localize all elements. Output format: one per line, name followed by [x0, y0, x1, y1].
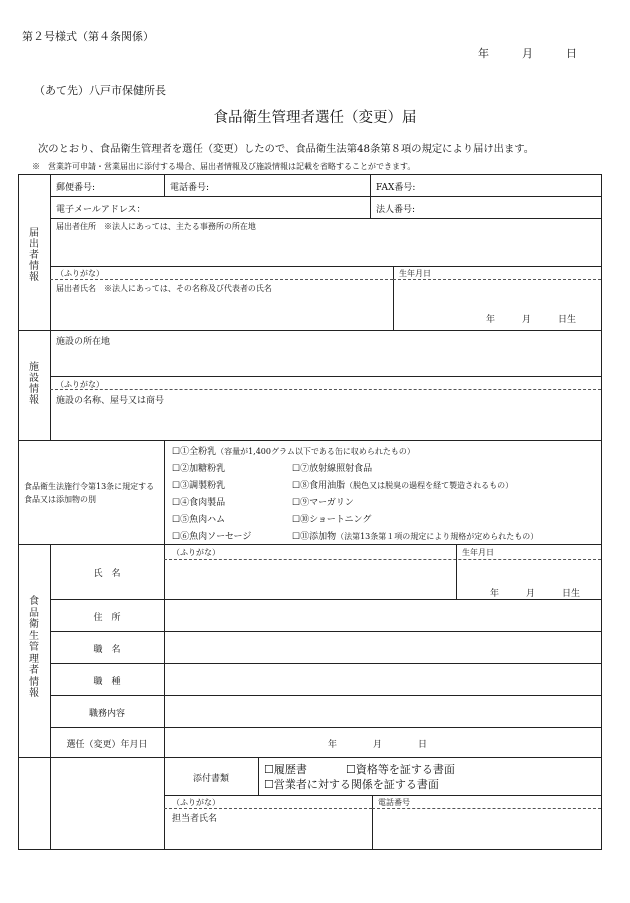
postal-code-field[interactable]: 郵便番号: — [56, 183, 96, 193]
item-note: （脱色又は脱臭の過程を経て製造されるもの） — [345, 481, 514, 490]
section-divider — [18, 757, 601, 758]
attachment-resume-checkbox[interactable]: ☐履歴書 — [264, 763, 307, 776]
contact-phone-field[interactable]: 電話番号 — [378, 798, 410, 807]
applicant-birthdate-label: 生年月日 — [399, 269, 431, 278]
section-divider — [18, 544, 601, 545]
phone-field[interactable]: 電話番号: — [170, 183, 210, 193]
food-item-shortening[interactable]: ☐⑩ショートニング — [292, 515, 372, 525]
email-field[interactable]: 電子メールアドレス： — [56, 205, 146, 215]
checkbox-label: ☐①全粉乳 — [172, 447, 217, 457]
food-item-margarine[interactable]: ☐⑨マーガリン — [292, 498, 354, 508]
facility-name-field[interactable]: 施設の名称、屋号又は商号 — [56, 396, 165, 406]
cell-divider — [258, 757, 259, 795]
row-divider — [50, 663, 601, 664]
row-divider — [50, 376, 601, 377]
cell-divider — [456, 544, 457, 599]
furigana-divider — [50, 279, 393, 280]
manager-section-label: 食品衛生管理者情報 — [29, 596, 39, 699]
attachment-relationship-checkbox[interactable]: ☐営業者に対する関係を証する書面 — [264, 778, 439, 791]
row-divider — [50, 599, 601, 600]
manager-address-label: 住 所 — [93, 613, 121, 623]
manager-birthdate-label: 生年月日 — [462, 548, 494, 557]
attachments-label: 添付書類 — [192, 774, 229, 784]
appointment-date-field[interactable]: 年 月 日 — [328, 740, 428, 750]
furigana-divider — [164, 808, 372, 809]
manager-job-type-label: 職 種 — [93, 677, 121, 687]
food-item-sweetened-milk-powder[interactable]: ☐②加糖粉乳 — [172, 464, 226, 474]
contact-furigana-label: （ふりがな） — [172, 798, 220, 807]
note-text: ※ 営業許可申請・営業届出に添付する場合、届出者情報及び施設情報は記載を省略することができます。 — [32, 162, 416, 171]
row-divider — [50, 266, 601, 267]
furigana-divider — [372, 808, 601, 809]
cell-divider — [393, 266, 394, 330]
item-note: （法第13条第１項の規定により規格が定められたもの） — [336, 532, 539, 541]
row-divider — [50, 631, 601, 632]
applicant-name-field[interactable]: 届出者氏名 ※法人にあっては、その名称及び代表者の氏名 — [56, 284, 272, 293]
food-item-meat-products[interactable]: ☐④食肉製品 — [172, 498, 226, 508]
label-column-divider — [50, 330, 51, 440]
intro-text: 次のとおり、食品衛生管理者を選任（変更）したので、食品衛生法第48条第８項の規定により届け出ます。 — [38, 143, 535, 155]
row-divider — [50, 196, 601, 197]
table-border-top — [18, 174, 601, 175]
food-item-whole-milk-powder[interactable] — [172, 444, 415, 457]
food-item-fish-sausage[interactable]: ☐⑥魚肉ソーセージ — [172, 532, 252, 542]
food-item-edible-oils[interactable] — [292, 478, 513, 491]
food-category-label: 食品衛生法施行令第13条に規定する食品又は添加物の別 — [24, 482, 155, 504]
corporate-number-field[interactable]: 法人番号: — [376, 205, 416, 215]
checkbox-label: ☐⑪添加物 — [292, 532, 337, 542]
item-note: （容量が1,400グラム以下である缶に収められたもの） — [216, 447, 415, 456]
cell-divider — [164, 174, 165, 196]
manager-name-label: 氏 名 — [93, 569, 121, 579]
attachment-qualification-checkbox[interactable]: ☐資格等を証する書面 — [346, 763, 455, 776]
manager-name-field[interactable] — [170, 560, 454, 598]
food-item-formula-milk[interactable]: ☐③調製粉乳 — [172, 481, 226, 491]
applicant-birthdate-field[interactable]: 年 月 日生 — [486, 315, 577, 325]
table-border-left — [18, 174, 19, 850]
food-item-additives[interactable] — [292, 529, 538, 542]
facility-location-field[interactable]: 施設の所在地 — [56, 337, 111, 347]
row-divider — [164, 795, 601, 796]
applicant-furigana-label: （ふりがな） — [56, 269, 104, 278]
cell-divider — [372, 795, 373, 849]
manager-birthdate-field[interactable]: 年 月 日生 — [490, 589, 581, 599]
manager-duties-label: 職務内容 — [88, 709, 125, 719]
addressee: （あて先）八戸市保健所長 — [34, 84, 166, 97]
food-item-fish-ham[interactable]: ☐⑤魚肉ハム — [172, 515, 226, 525]
fax-field[interactable]: FAX番号: — [376, 183, 416, 193]
row-divider — [50, 695, 601, 696]
manager-furigana-label: （ふりがな） — [172, 548, 220, 557]
section-divider — [18, 330, 601, 331]
label-column-divider — [50, 174, 51, 330]
page-title: 食品衛生管理者選任（変更）届 — [213, 110, 417, 126]
furigana-divider — [393, 279, 601, 280]
form-number: 第２号様式（第４条関係） — [22, 30, 154, 43]
applicant-address-field[interactable]: 届出者住所 ※法人にあっては、主たる事務所の所在地 — [56, 222, 256, 231]
checkbox-label: ☐⑧食用油脂 — [292, 481, 346, 491]
furigana-divider — [50, 389, 601, 390]
row-divider — [50, 218, 601, 219]
food-item-irradiated-food[interactable]: ☐⑦放射線照射食品 — [292, 464, 373, 474]
appointment-date-label: 選任（変更）年月日 — [66, 740, 148, 750]
facility-furigana-label: （ふりがな） — [56, 380, 104, 389]
label-column-divider — [164, 544, 165, 757]
row-divider — [50, 727, 601, 728]
label-column-divider — [50, 757, 51, 849]
facility-section-label: 施設情報 — [29, 362, 39, 406]
manager-job-title-label: 職 名 — [93, 645, 121, 655]
table-border-right — [601, 174, 602, 850]
contact-name-field[interactable]: 担当者氏名 — [172, 814, 218, 824]
submission-date: 年 月 日 — [478, 47, 577, 60]
section-divider — [18, 440, 601, 441]
label-column-divider — [164, 440, 165, 544]
table-border-bottom — [18, 849, 601, 850]
applicant-section-label: 届出者情報 — [29, 228, 39, 283]
